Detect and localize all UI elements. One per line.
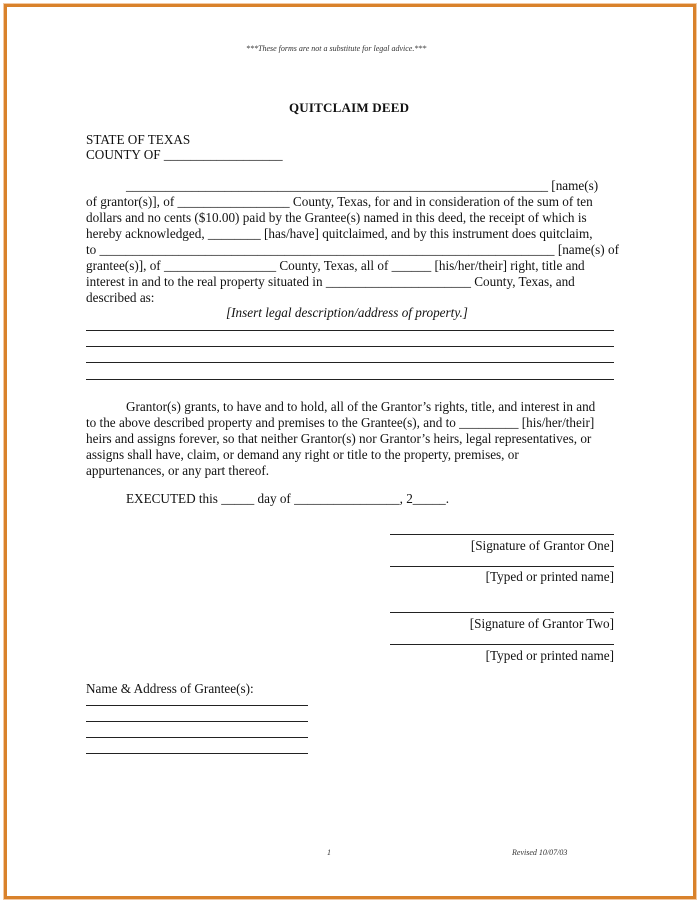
grantee-address-line[interactable] bbox=[86, 721, 308, 722]
legal-description-line[interactable] bbox=[86, 330, 614, 331]
legal-description-prompt: [Insert legal description/address of property.] bbox=[226, 305, 468, 320]
grant-paragraph-line: assigns shall have, claim, or demand any right or title to the property, premises, or bbox=[86, 447, 519, 462]
page-number: 1 bbox=[327, 848, 331, 857]
grantor-one-name-line[interactable] bbox=[390, 566, 614, 567]
grantee-label: Name & Address of Grantee(s): bbox=[86, 681, 254, 696]
grantor-paragraph-line: interest in and to the real property situated in ______________________ County, Texas, and bbox=[86, 274, 575, 289]
grantee-address-line[interactable] bbox=[86, 753, 308, 754]
grantor-two-typed-label: [Typed or printed name] bbox=[485, 648, 614, 663]
grantor-two-signature-line[interactable] bbox=[390, 612, 614, 613]
grant-paragraph-line: appurtenances, or any part thereof. bbox=[86, 463, 270, 478]
legal-description-line[interactable] bbox=[86, 379, 614, 380]
grantor-paragraph-line: ________________________________________________________________ [name(s) bbox=[126, 178, 599, 193]
grantor-paragraph-line: hereby acknowledged, ________ [has/have] quitclaimed, and by this instrument does quitclaim, bbox=[86, 226, 593, 241]
disclaimer: ***These forms are not a substitute for legal advice.*** bbox=[246, 44, 427, 53]
grantor-two-signature-label: [Signature of Grantor Two] bbox=[469, 616, 614, 631]
grantor-one-typed-label: [Typed or printed name] bbox=[485, 569, 614, 584]
grant-paragraph-line: Grantor(s) grants, to have and to hold, all of the Grantor’s rights, title, and interest in and bbox=[126, 399, 596, 414]
document-title: QUITCLAIM DEED bbox=[289, 100, 410, 115]
revised-date: Revised 10/07/03 bbox=[512, 848, 568, 857]
grantor-two-name-line[interactable] bbox=[390, 644, 614, 645]
grantor-paragraph-line: to _____________________________________________________________________ [name(s) of bbox=[86, 242, 619, 257]
executed-line: EXECUTED this _____ day of ________________, 2_____. bbox=[126, 491, 450, 506]
county-line: COUNTY OF __________________ bbox=[86, 147, 283, 162]
grantor-paragraph-line: described as: bbox=[86, 290, 155, 305]
grantor-one-signature-label: [Signature of Grantor One] bbox=[470, 538, 614, 553]
grantor-paragraph-line: grantee(s)], of _________________ County, Texas, all of ______ [his/her/their] right, title and bbox=[86, 258, 585, 273]
grantor-paragraph-line: of grantor(s)], of _________________ County, Texas, for and in consideration of the sum of ten bbox=[86, 194, 593, 209]
grantee-address-line[interactable] bbox=[86, 705, 308, 706]
state-line: STATE OF TEXAS bbox=[86, 132, 191, 147]
grant-paragraph-line: heirs and assigns forever, so that neither Grantor(s) nor Grantor’s heirs, legal representatives, or bbox=[86, 431, 592, 446]
legal-description-line[interactable] bbox=[86, 346, 614, 347]
grantor-paragraph-line: dollars and no cents ($10.00) paid by the Grantee(s) named in this deed, the receipt of which is bbox=[86, 210, 587, 225]
grant-paragraph-line: to the above described property and premises to the Grantee(s), and to _________ [his/her/their] bbox=[86, 415, 595, 430]
grantee-address-line[interactable] bbox=[86, 737, 308, 738]
grantor-one-signature-line[interactable] bbox=[390, 534, 614, 535]
legal-description-line[interactable] bbox=[86, 362, 614, 363]
